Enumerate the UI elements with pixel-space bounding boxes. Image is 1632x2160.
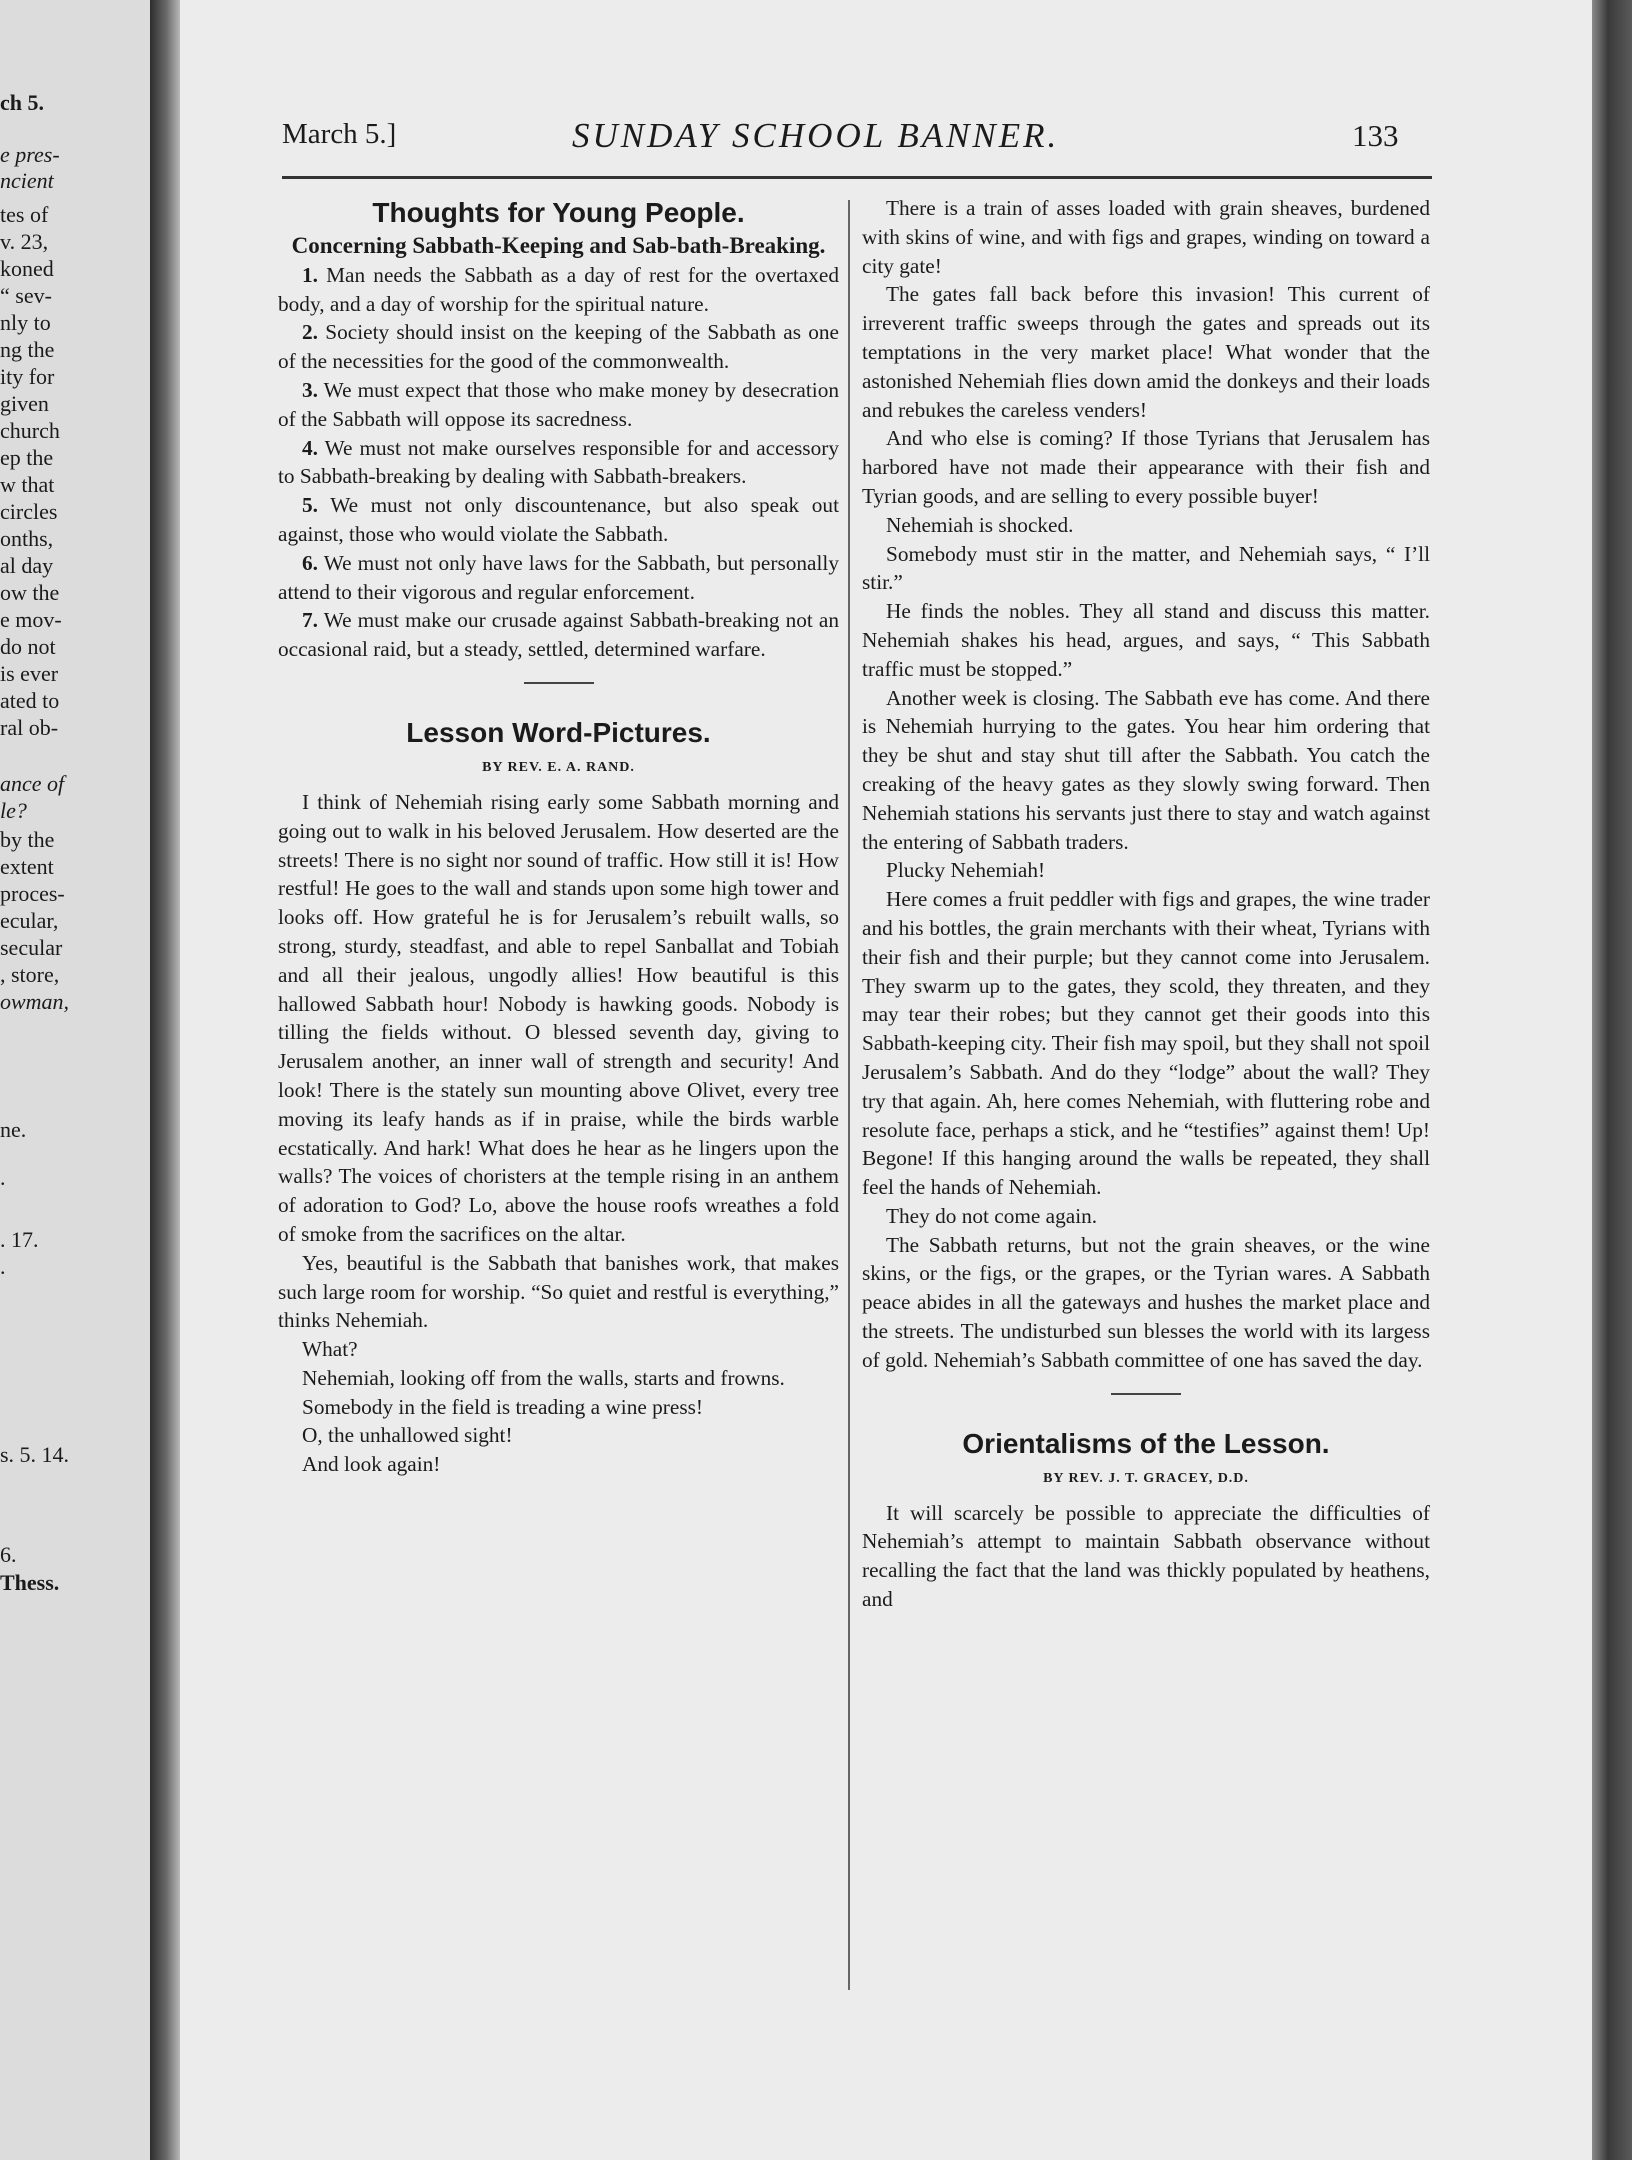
left-page-text-fragment: . — [0, 1165, 6, 1190]
article-body — [278, 788, 839, 1479]
left-page-text-fragment: 6. — [0, 1542, 17, 1567]
column-divider — [848, 200, 850, 1990]
left-page-text-fragment: w that — [0, 472, 55, 497]
left-page-text-fragment: ng the — [0, 337, 55, 362]
paragraph: And who else is coming? If those Tyrians that Jerusalem has harbored have not made their appearance with their fish and Tyrian goods, and are selling to every possible buyer! — [862, 426, 1430, 508]
paragraph: Yes, beautiful is the Sabbath that banishes work, that makes such large room for worship. “So quiet and restful is everything,” thinks Nehemiah. — [278, 1250, 839, 1333]
header-rule — [282, 176, 1432, 179]
left-column — [278, 194, 839, 1479]
left-page-text-fragment: ncient — [0, 168, 54, 193]
left-page-text-fragment: ral ob- — [0, 715, 59, 740]
article-body — [862, 1499, 1430, 1614]
left-page-text-fragment: al day — [0, 553, 54, 578]
paragraph: The Sabbath returns, but not the grain sheaves, or the wine skins, or the figs, or the grapes, or the Tyrian wares. A Sabbath peace abides in all the gateways and hushes the market place and the streets. The undisturbed sun blesses the world with its largess of gold. Nehemiah’s Sabbath committee of one has saved the day. — [862, 1232, 1430, 1372]
left-page-text-fragment: “ sev- — [0, 283, 52, 308]
paragraph: Plucky Nehemiah! — [886, 858, 1046, 883]
left-page-text-fragment: proces- — [0, 881, 65, 906]
left-page-text-fragment: ow the — [0, 580, 60, 605]
book-gutter — [150, 0, 180, 2160]
list-item — [278, 549, 839, 607]
left-page-text-fragment: ated to — [0, 688, 60, 713]
left-page-text-fragment: by the — [0, 827, 55, 852]
section-rule — [524, 682, 594, 684]
list-item — [278, 491, 839, 549]
left-page-text-fragment: v. 23, — [0, 229, 49, 254]
left-page-text-fragment: ep the — [0, 445, 54, 470]
list-item — [278, 261, 839, 319]
left-page-text-fragment: ity for — [0, 364, 55, 389]
list-item-number: 4. — [302, 435, 318, 460]
section-title-word-pictures: Lesson Word-Pictures. — [406, 716, 711, 748]
left-page-text-fragment: le? — [0, 798, 27, 823]
list-item-text: Man needs the Sabbath as a day of rest for the overtaxed body, and a day of worship for the spiritual nature. — [278, 262, 840, 316]
section-rule — [1111, 1393, 1181, 1395]
running-head — [282, 118, 1432, 168]
numbered-list — [278, 261, 839, 664]
paragraph: Nehemiah, looking off from the walls, starts and frowns. — [302, 1365, 785, 1390]
list-item — [278, 318, 839, 376]
list-item-number: 7. — [302, 608, 318, 633]
list-item-number: 5. — [302, 493, 318, 518]
left-page-fragment — [0, 0, 150, 2160]
left-page-text-fragment: extent — [0, 854, 54, 879]
left-page-text-fragment: secular — [0, 935, 63, 960]
list-item — [278, 376, 839, 434]
paragraph: Another week is closing. The Sabbath eve has come. And there is Nehemiah hurrying to the gates. You hear him ordering that they be shut and stay shut till after the Sabbath. You catch the creaking of the heavy gates as they slowly swing forward. Then Nehemiah stations his servants just there to stay and watch against the entering of Sabbath traders. — [862, 685, 1430, 854]
left-page-text-fragment: koned — [0, 256, 54, 281]
left-page-text-fragment: , store, — [0, 962, 60, 987]
page-edge — [1592, 0, 1632, 2160]
paragraph: There is a train of asses loaded with grain sheaves, burdened with skins of wine, and with figs and grapes, winding on toward a city gate! — [862, 196, 1430, 278]
left-page-text-fragment: ne. — [0, 1117, 27, 1142]
page-number: 133 — [1352, 118, 1399, 153]
paragraph: It will scarcely be possible to appreciate the difficulties of Nehemiah’s attempt to maintain Sabbath observance without recalling the fact that the land was thickly populated by heathens, and — [862, 1500, 1430, 1612]
left-page-text-fragment: ecular, — [0, 908, 59, 933]
paragraph: And look again! — [302, 1452, 441, 1477]
section-title-thoughts: Thoughts for Young People. — [372, 197, 745, 228]
paragraph: I think of Nehemiah rising early some Sabbath morning and going out to walk in his beloved Jerusalem. How deserted are the streets! There is no sight nor sound of traffic. How still it is! How restful! He goes to the wall and stands upon some high tower and looks off. How grateful he is for Jerusalem’s rebuilt walls, so strong, sturdy, steadfast, and able to repel Sanballat and Tobiah and all their jealous, ungodly allies! How beautiful is this hallowed Sabbath hour! Nobody is hawking goods. Nobody is tilling the fields without. O blessed seventh day, giving to Jerusalem another, an inner wall of strength and security! And look! There is the stately sun mounting above Olivet, every tree moving its leafy hands as if in praise, while the birds warble ecstatically. And hark! What does he hear as he lingers upon the walls? The voices of choristers at the temple rising in an anthem of adoration to God? Lo, above the house roofs wreathes a fold of smoke from the sacrifices on the altar. — [278, 789, 839, 1246]
left-page-text-fragment: is ever — [0, 661, 59, 686]
byline: BY REV. E. A. RAND. — [482, 759, 635, 775]
list-item-text: We must not only discountenance, but also speak out against, those who would violate the Sabbath. — [278, 493, 839, 546]
left-page-text-fragment: given — [0, 391, 49, 416]
left-page-text-fragment: circles — [0, 499, 58, 524]
left-page-text-fragment: tes of — [0, 202, 49, 227]
left-page-text-fragment: . — [0, 1254, 6, 1279]
list-item — [278, 606, 839, 664]
list-item-text: We must make our crusade against Sabbath-breaking not an occasional raid, but a steady, settled, determined warfare. — [278, 608, 839, 662]
byline: BY REV. J. T. GRACEY, D.D. — [1043, 1470, 1249, 1486]
left-page-text-fragment: do not — [0, 634, 56, 659]
paragraph: They do not come again. — [886, 1203, 1098, 1228]
list-item-text: Society should insist on the keeping of the Sabbath as one of the necessities for the good of the commonwealth. — [278, 320, 839, 374]
paragraph: Somebody must stir in the matter, and Nehemiah says, “ I’ll stir.” — [862, 541, 1430, 595]
list-item-number: 3. — [302, 377, 318, 402]
list-item-number: 2. — [302, 320, 318, 345]
list-item-number: 1. — [302, 262, 318, 287]
left-page-text-fragment: nly to — [0, 310, 51, 335]
paragraph: Here comes a fruit peddler with figs and grapes, the wine trader and his bottles, the grain merchants with their wheat, Tyrians with their fish and their purple; but they cannot come into Jerusalem. They swarm up to the gates, they scold, they threaten, and they may tear their robes; but they cannot get their goods into this Sabbath-keeping city. Their fish may spoil, but they shall not spoil Jerusalem’s Sabbath. And do they “lodge” about the wall? They try that again. Ah, here comes Nehemiah, with fluttering robe and resolute face, perhaps a stick, and he “testifies” against them! Up! Begone! If this hanging around the walls be repeated, they shall feel the hands of Nehemiah. — [862, 887, 1430, 1200]
left-page-text-fragment: e mov- — [0, 607, 62, 632]
article-body-continued — [862, 194, 1430, 1375]
running-head-date: March 5.] — [282, 118, 397, 150]
paragraph: The gates fall back before this invasion! This current of irreverent traffic sweeps through the gates and spreads out its temptations in the very market place! What wonder that the astonished Nehemiah flies down amid the donkeys and their loads and rebukes the careless venders! — [862, 282, 1430, 422]
left-page-text-fragment: Thess. — [0, 1570, 60, 1595]
left-page-text-fragment: owman, — [0, 989, 70, 1014]
left-page-text-fragment: ch 5. — [0, 90, 44, 115]
paragraph: He finds the nobles. They all stand and discuss this matter. Nehemiah shakes his head, argues, and says, “ This Sabbath traffic must be stopped.” — [862, 599, 1430, 681]
left-page-text-fragment: . 17. — [0, 1227, 39, 1252]
left-page-text-fragment: e pres- — [0, 142, 60, 167]
list-item-text: We must expect that those who make money by desecration of the Sabbath will oppose its sacredness. — [278, 377, 839, 431]
paragraph: What? — [302, 1337, 358, 1362]
list-item-number: 6. — [302, 550, 318, 575]
paragraph: Somebody in the field is treading a wine press! — [302, 1394, 704, 1419]
right-column — [862, 194, 1430, 1614]
section-subtitle: Concerning Sabbath-Keeping and Sab-bath-Breaking. — [291, 233, 826, 258]
list-item — [278, 434, 839, 492]
left-page-text-fragment: s. 5. 14. — [0, 1442, 70, 1467]
running-head-title: SUNDAY SCHOOL BANNER. — [572, 116, 1060, 155]
left-page-text-fragment: onths, — [0, 526, 54, 551]
list-item-text: We must not make ourselves responsible for and accessory to Sabbath-breaking by dealing with Sabbath-breakers. — [278, 435, 839, 489]
paragraph: Nehemiah is shocked. — [886, 512, 1074, 537]
left-page-text-fragment: church — [0, 418, 60, 443]
list-item-text: We must not only have laws for the Sabbath, but personally attend to their vigorous and regular enforcement. — [278, 550, 839, 604]
section-title-orientalisms: Orientalisms of the Lesson. — [962, 1427, 1330, 1459]
left-page-text-fragment: ance of — [0, 771, 65, 796]
paragraph: O, the unhallowed sight! — [302, 1423, 513, 1448]
